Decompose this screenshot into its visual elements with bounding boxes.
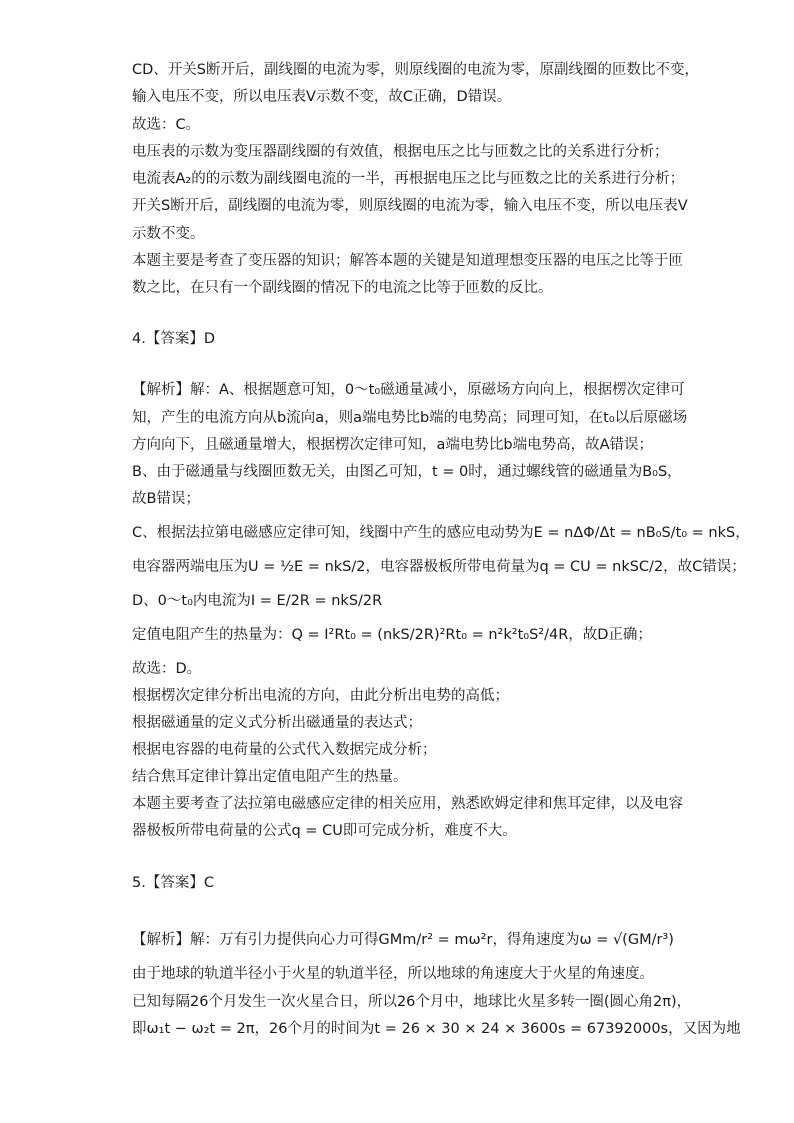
text-line: 根据楞次定律分析出电流的方向，由此分析出电势的高低； [132, 688, 509, 704]
text-line: 结合焦耳定律计算出定值电阻产生的热量。 [132, 769, 408, 785]
text-line: 输入电压不变，所以电压表V示数不变，故C正确，D错误。 [132, 89, 512, 105]
text-line: 根据磁通量的定义式分析出磁通量的表达式； [132, 715, 422, 731]
text-line: 已知每隔26个月发生一次火星合日，所以26个月中，地球比火星多转一圈(圆心角2π)， [132, 994, 692, 1010]
text-line: 本题主要是考查了变压器的知识；解答本题的关键是知道理想变压器的电压之比等于匝 [132, 253, 683, 269]
text-line: 数之比，在只有一个副线圈的情况下的电流之比等于匝数的反比。 [132, 280, 553, 296]
text-line: C、根据法拉第电磁感应定律可知，线圈中产生的感应电动势为E = nΔΦ/Δt = nB₀S/t₀ = nkS， [132, 525, 750, 541]
text-line: 由于地球的轨道半径小于火星的轨道半径，所以地球的角速度大于火星的角速度。 [132, 966, 654, 982]
answer-heading: 4.【答案】D [132, 331, 215, 347]
answer-heading: 5.【答案】C [132, 875, 214, 891]
text-line: 定值电阻产生的热量为：Q = I²Rt₀ = (nkS/2R)²Rt₀ = n²k²t₀S²/4R，故D正确； [132, 627, 652, 643]
text-line: 电容器两端电压为U = ½E = nkS/2，电容器极板所带电荷量为q = CU = nkSC/2，故C错误； [132, 559, 746, 575]
text-line: 【解析】解：A、根据题意可知，0～t₀磁通量减小，原磁场方向向上，根据楞次定律可 [132, 382, 685, 398]
text-line: 故选：C。 [132, 117, 201, 133]
text-line: 故B错误； [132, 491, 200, 507]
text-line: CD、开关S断开后，副线圈的电流为零，则原线圈的电流为零，原副线圈的匝数比不变， [132, 62, 699, 78]
text-line: 器极板所带电荷量的公式q = CU即可完成分析，难度不大。 [132, 823, 517, 839]
text-line: 开关S断开后，副线圈的电流为零，则原线圈的电流为零，输入电压不变，所以电压表V [132, 198, 688, 214]
text-line: 即ω₁t − ω₂t = 2π，26个月的时间为t = 26 × 30 × 24 × 3600s = 67392000s，又因为地 [132, 1021, 741, 1037]
text-line: 电流表A₂的的示数为副线圈电流的一半，再根据电压之比与匝数之比的关系进行分析； [132, 171, 685, 187]
text-line: 故选：D。 [132, 661, 202, 677]
text-line: 本题主要考查了法拉第电磁感应定律的相关应用，熟悉欧姆定律和焦耳定律，以及电容 [132, 796, 683, 812]
text-line: 电压表的示数为变压器副线圈的有效值，根据电压之比与匝数之比的关系进行分析； [132, 144, 669, 160]
text-line: 知，产生的电流方向从b流向a，则a端电势比b端的电势高；同理可知，在t₀以后原磁场 [132, 410, 688, 426]
text-line: D、0～t₀内电流为I = E/2R = nkS/2R [132, 593, 383, 609]
text-line: 方向向下，且磁通量增大，根据楞次定律可知，a端电势比b端电势高，故A错误； [132, 437, 654, 453]
text-line: B、由于磁通量与线圈匝数无关，由图乙可知，t = 0时，通过螺线管的磁通量为B₀S， [132, 464, 682, 480]
text-line: 【解析】解：万有引力提供向心力可得GMm/r² = mω²r，得角速度为ω = √(GM/r³) [132, 932, 674, 948]
text-line: 根据电容器的电荷量的公式代入数据完成分析； [132, 742, 437, 758]
text-line: 示数不变。 [132, 226, 205, 242]
